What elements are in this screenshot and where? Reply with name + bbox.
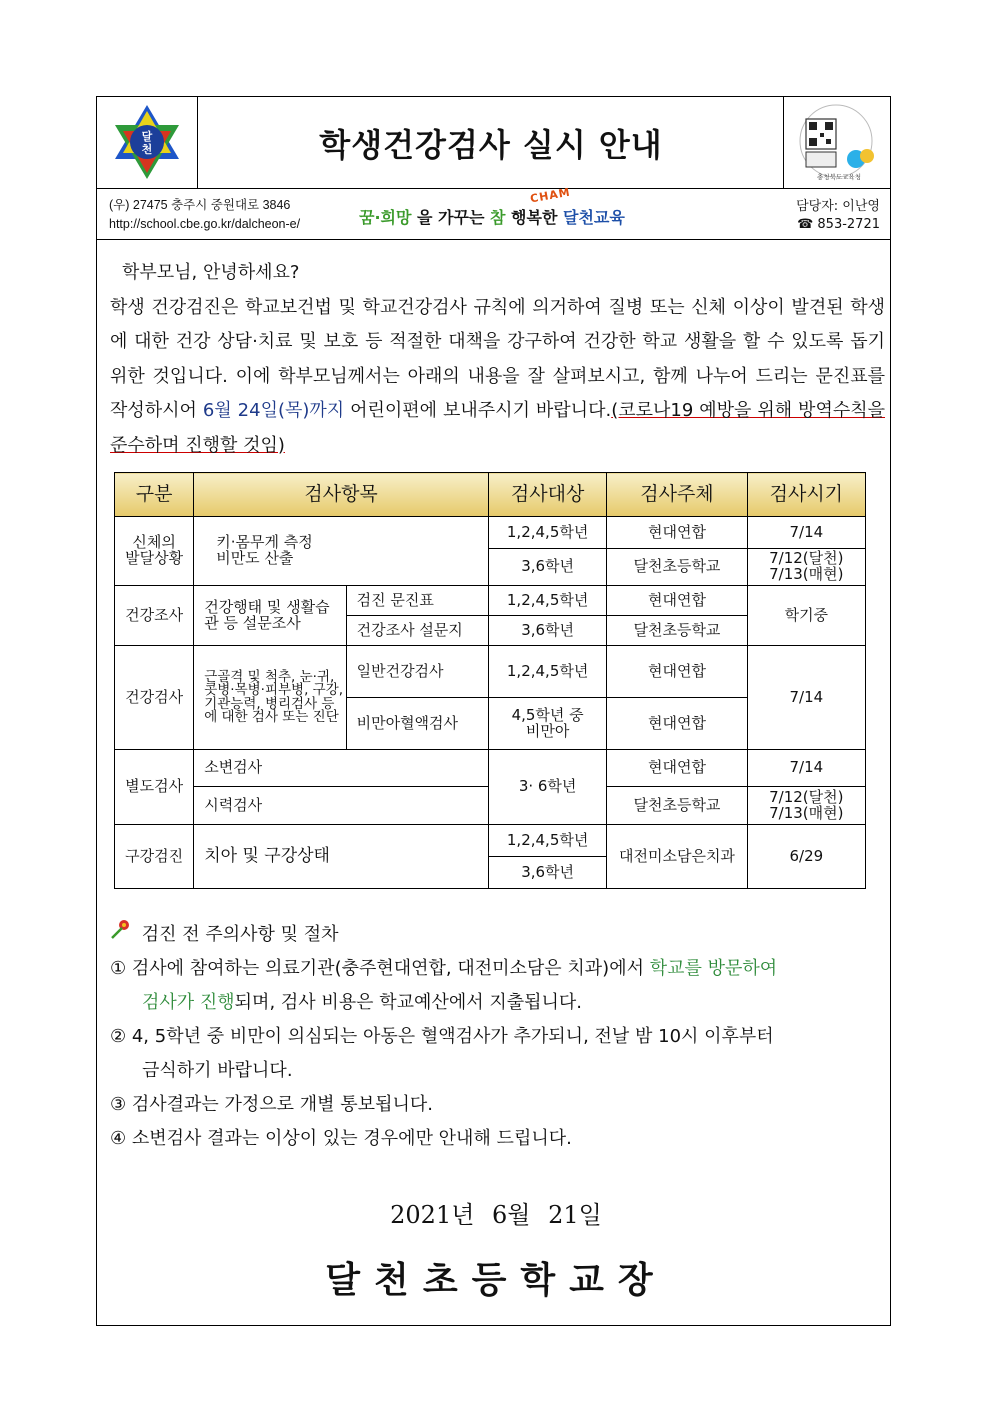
- category-oral: 구강검진: [115, 825, 194, 889]
- target-cell: 4,5학년 중 비만아: [488, 698, 606, 750]
- intro-body-1: 학생 건강검진은 학교보건법 및 학교건강검사 규칙에 의거하여 질병 또는 신체 이상이 발견된 학생에 대한 건강 상담·치료 및 보호 등 적절한 대책을 강구하여 건강한 학교 생활을 할 수 있도록 돕기 위한 것입니다. 이에 학부모님께서는 아래의 내용을 잘 살펴보시고, 함께 나누어 드리는 문진표를 작성하시어: [110, 296, 885, 421]
- header-time: 검사시기: [747, 473, 865, 517]
- table-row: [115, 750, 866, 787]
- intro-body-2: 어린이편에 보내주시기 바랍니다.: [344, 400, 612, 421]
- deadline: 6월 24일(목)까지: [202, 400, 345, 421]
- intro-text: [110, 256, 885, 463]
- exam-schedule-table: [114, 472, 866, 889]
- contact-phone: ☎ 853-2721: [797, 217, 880, 232]
- page-title: 학생건강검사 실시 안내: [319, 125, 663, 164]
- note-1-text: ① 검사에 참여하는 의료기관(충주현대연합, 대전미소담은 치과)에서: [110, 958, 650, 979]
- school-logo-text-top: 달: [141, 130, 153, 143]
- agency-cell: 현대연합: [607, 750, 747, 787]
- sub-item-cell: 검진 문진표: [346, 586, 488, 616]
- time-cell: 6/29: [747, 825, 865, 889]
- note-1: [110, 952, 890, 986]
- item-survey: 건강행태 및 생활습관 등 설문조사: [194, 586, 346, 646]
- note-4: ④ 소변검사 결과는 이상이 있는 경우에만 안내해 드립니다.: [110, 1128, 572, 1149]
- agency-cell: 현대연합: [607, 698, 747, 750]
- intro-body: [110, 291, 885, 464]
- note-1-highlight-b: 검사가 진행: [142, 992, 235, 1013]
- slogan-cham: CHAM: [529, 185, 572, 206]
- note-2: ② 4, 5학년 중 비만이 의심되는 아동은 혈액검사가 추가되니, 전날 밤 10시 이후부터: [110, 1026, 774, 1047]
- header: [97, 97, 890, 189]
- table-row: [115, 586, 866, 616]
- agency-cell: 대전미소담은치과: [607, 825, 747, 889]
- education-office-logo: [783, 97, 890, 188]
- sub-item-cell: 일반건강검사: [346, 646, 488, 698]
- slogan-text-1: 을 가꾸는: [411, 208, 490, 227]
- header-agency: 검사주체: [607, 473, 747, 517]
- target-cell: 1,2,4,5학년: [488, 517, 606, 549]
- header-category: 구분: [115, 473, 194, 517]
- table-row: [115, 517, 866, 549]
- agency-cell: 달천초등학교: [607, 787, 747, 825]
- time-cell: 7/12(달천) 7/13(매현): [747, 787, 865, 825]
- flower-icon: [110, 918, 136, 952]
- header-target: 검사대상: [488, 473, 606, 517]
- school-logo-text-bottom: 천: [141, 143, 153, 156]
- item-vision: 시력검사: [194, 787, 489, 825]
- table-header-row: [115, 473, 866, 517]
- notes-section: [110, 918, 890, 1156]
- time-cell: 학기중: [747, 586, 865, 646]
- target-cell: 3,6학년: [488, 857, 606, 889]
- covid-notice: (코로나19 예방을 위해 방역수칙을 준수하며 진행할 것임): [110, 400, 885, 456]
- target-cell: 3,6학년: [488, 549, 606, 586]
- note-1-highlight-a: 학교를 방문하여: [649, 958, 778, 979]
- item-exam: 근골격 및 척추, 눈·귀, 콧병·목병·피부병, 구강, 기관능력, 병리검사 등에 대한 검사 또는 진단: [194, 646, 346, 750]
- notes-heading-line: [110, 918, 890, 952]
- target-cell: 1,2,4,5학년: [488, 646, 606, 698]
- time-cell: 7/12(달천) 7/13(매현): [747, 549, 865, 586]
- category-exam: 건강검사: [115, 646, 194, 750]
- school-logo: [97, 97, 198, 188]
- agency-cell: 현대연합: [607, 517, 747, 549]
- note-2-cont: 금식하기 바랍니다.: [142, 1060, 293, 1081]
- target-cell: 3,6학년: [488, 616, 606, 646]
- agency-cell: 현대연합: [607, 646, 747, 698]
- time-cell: 7/14: [747, 517, 865, 549]
- slogan-dream: 꿈·희망: [359, 208, 412, 227]
- school-url[interactable]: http://school.cbe.go.kr/dalcheon-e/: [109, 217, 301, 231]
- table-row: [115, 646, 866, 698]
- table-row: [115, 825, 866, 857]
- school-address: (우) 27475 충주시 중원대로 3846: [109, 198, 291, 212]
- item-urine: 소변검사: [194, 750, 489, 787]
- category-separate: 별도검사: [115, 750, 194, 825]
- issue-date: 2021년 6월 21일: [390, 1201, 602, 1229]
- target-cell: 1,2,4,5학년: [488, 825, 606, 857]
- greeting: 학부모님, 안녕하세요?: [122, 262, 300, 283]
- slogan-cham-word: 참: [490, 208, 506, 227]
- target-cell: 3· 6학년: [488, 750, 606, 825]
- target-cell: 1,2,4,5학년: [488, 586, 606, 616]
- category-body-growth: 신체의 발달상황: [115, 517, 194, 586]
- slogan-school: 달천교육: [562, 208, 625, 227]
- agency-cell: 달천초등학교: [607, 549, 747, 586]
- time-cell: 7/14: [747, 750, 865, 787]
- note-3: ③ 검사결과는 가정으로 개별 통보됩니다.: [110, 1094, 433, 1115]
- note-1-text-b: 되며, 검사 비용은 학교예산에서 지출됩니다.: [234, 992, 582, 1013]
- notes-heading: 검진 전 주의사항 및 절차: [141, 924, 339, 945]
- slogan-text-2: 행복한: [505, 208, 563, 227]
- agency-cell: 달천초등학교: [607, 616, 747, 646]
- category-survey: 건강조사: [115, 586, 194, 646]
- item-body-growth: 키·몸무게 측정 비만도 산출: [194, 517, 489, 586]
- header-item: 검사항목: [194, 473, 489, 517]
- sub-header: [97, 185, 890, 240]
- note-1-cont: [110, 986, 890, 1020]
- item-oral: 치아 및 구강상태: [194, 825, 489, 889]
- signature: 달천초등학교장: [325, 1260, 667, 1301]
- sub-item-cell: 건강조사 설문지: [346, 616, 488, 646]
- contact-person: 담당자: 이난영: [796, 199, 880, 214]
- sub-item-cell: 비만아혈액검사: [346, 698, 488, 750]
- agency-cell: 현대연합: [607, 586, 747, 616]
- time-cell: 7/14: [747, 646, 865, 750]
- office-logo-text: 충청북도교육청: [817, 173, 861, 181]
- slogan: [359, 205, 625, 228]
